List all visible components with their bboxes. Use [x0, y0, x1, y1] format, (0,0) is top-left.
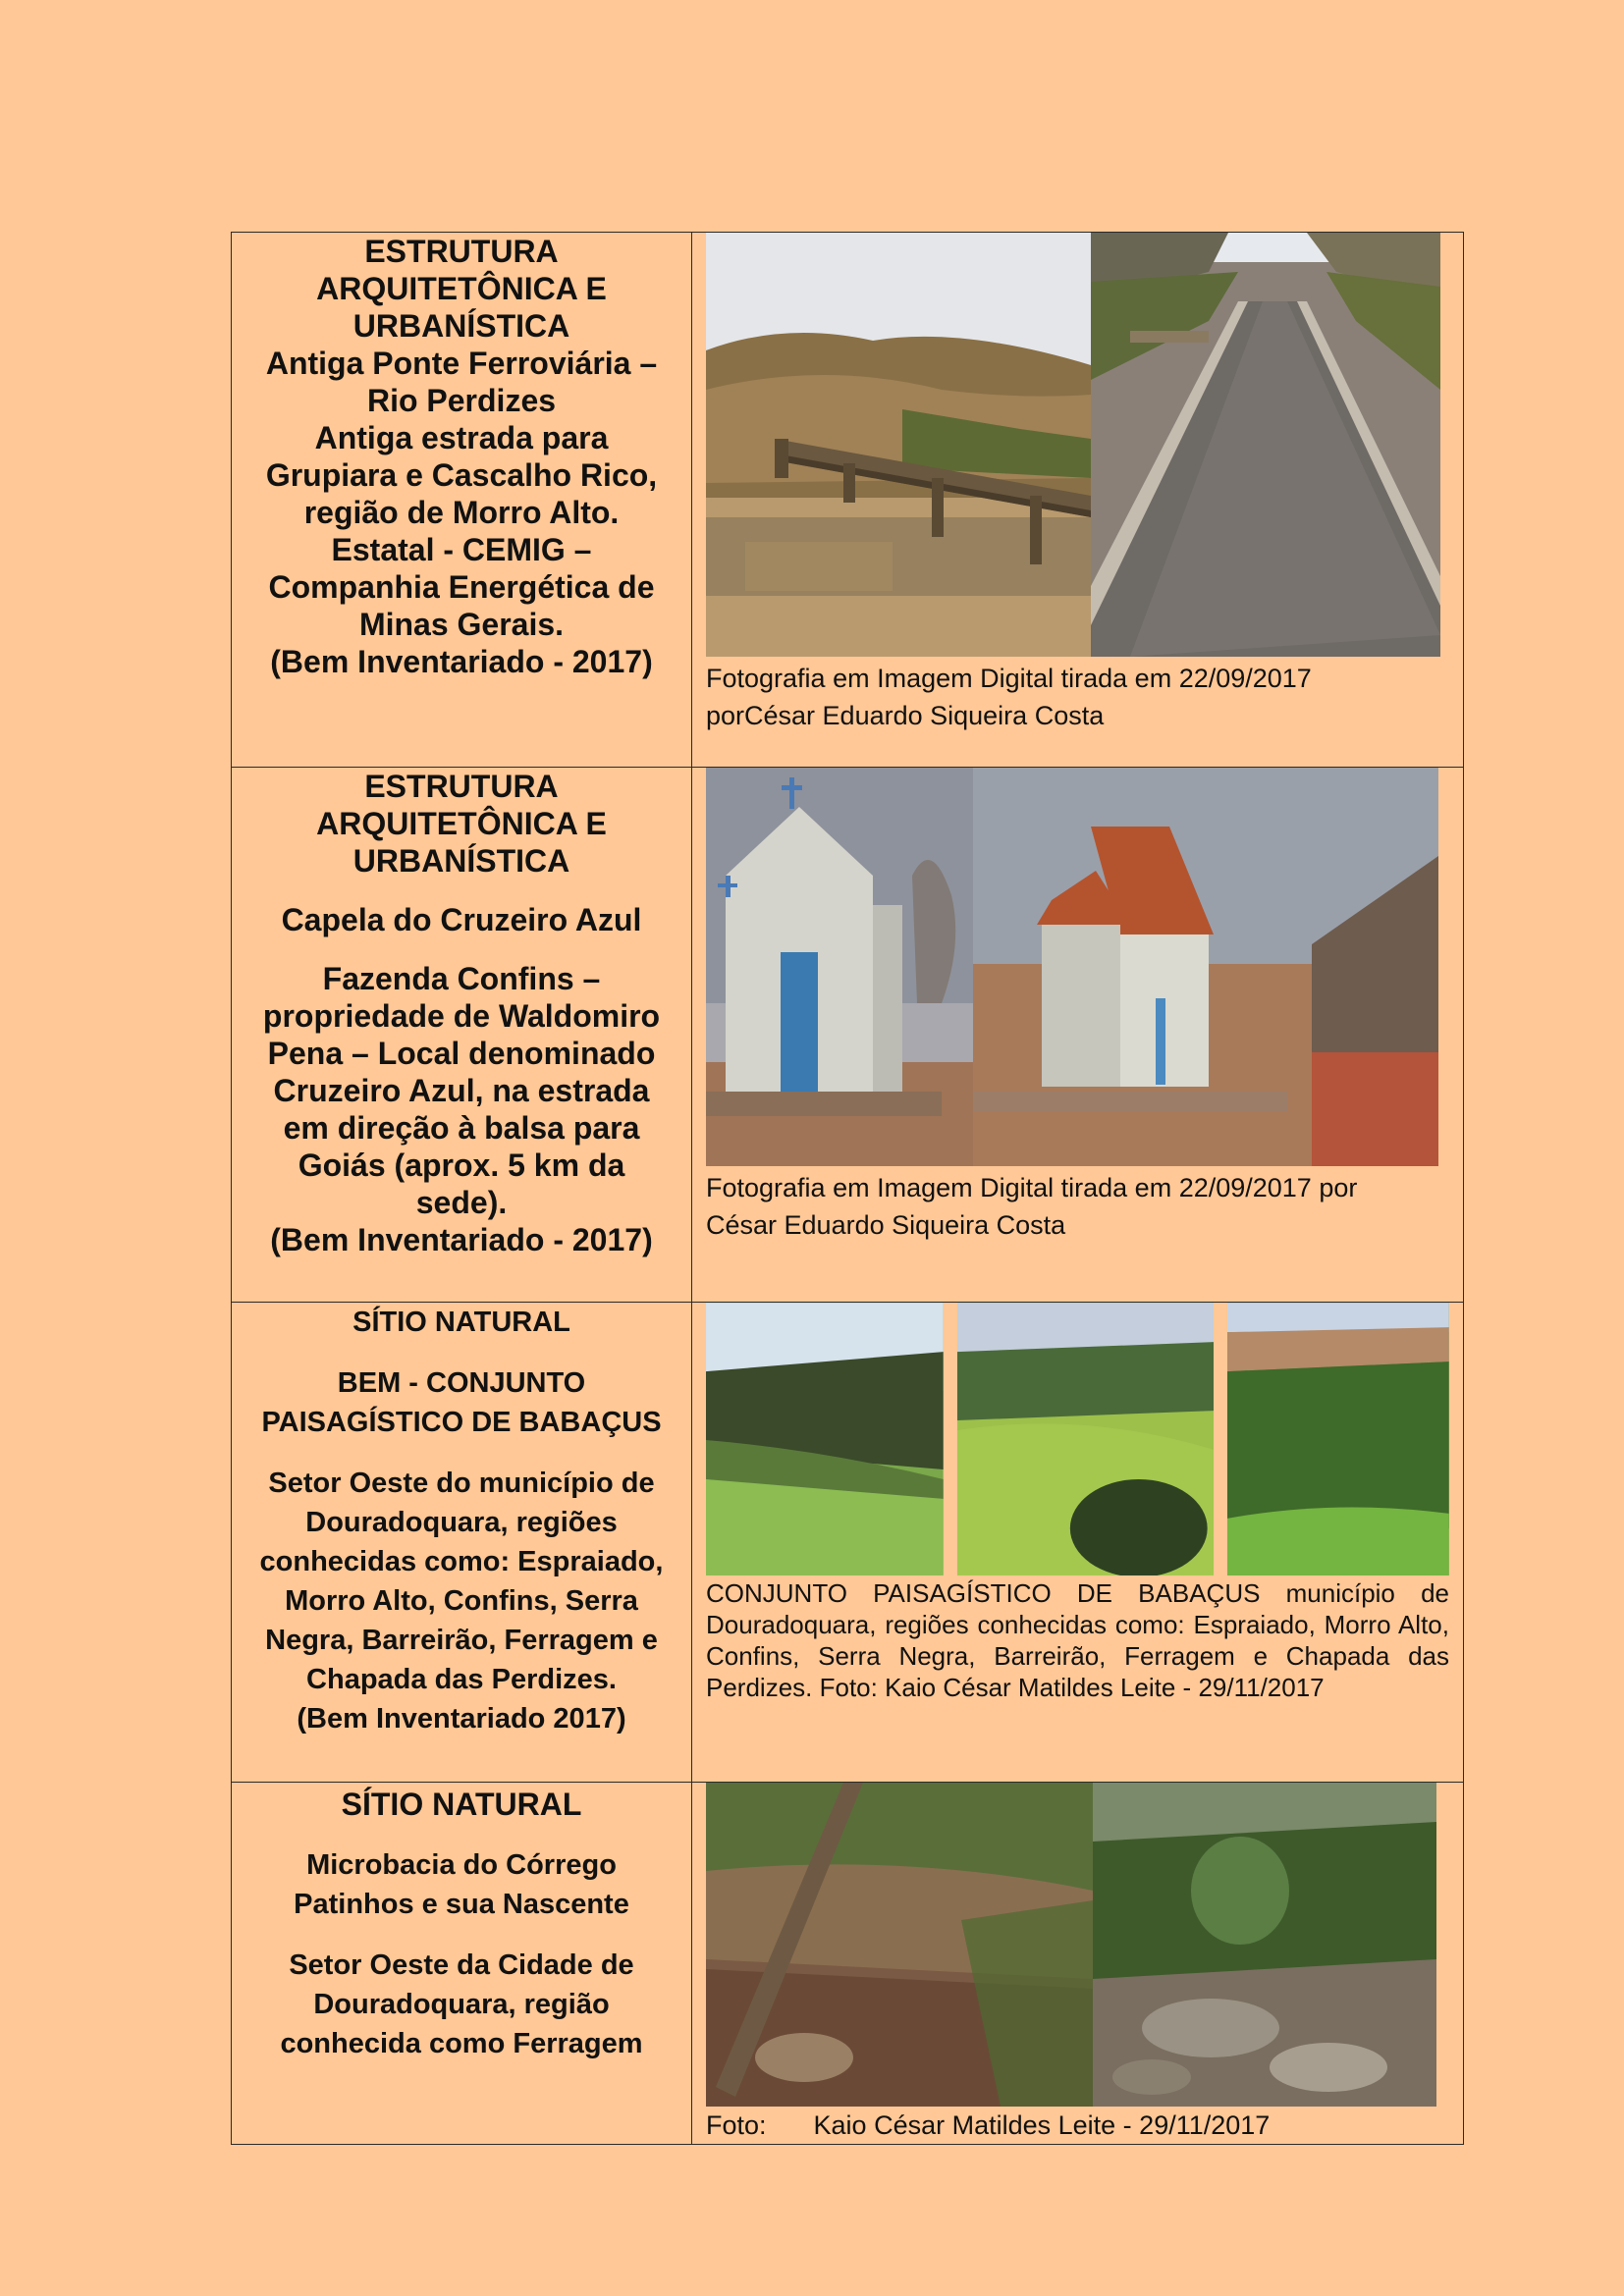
photo-caption-line: Fotografia em Imagem Digital tirada em 22/09/2017: [706, 664, 1312, 693]
heritage-name: Antiga Ponte Ferroviária – Rio Perdizes: [265, 346, 658, 418]
photo-cell: [692, 1783, 1464, 2145]
heritage-category: SÍTIO NATURAL: [341, 1787, 582, 1822]
heritage-category: ESTRUTURA ARQUITETÔNICA E URBANÍSTICA: [316, 769, 607, 879]
heritage-description-cell: [232, 233, 692, 768]
heritage-status: (Bem Inventariado - 2017): [270, 644, 653, 679]
table-row: [232, 1783, 1464, 2145]
heritage-description-cell: [232, 1303, 692, 1783]
photo-caption: CONJUNTO PAISAGÍSTICO DE BABAÇUS município de Douradoquara, regiões conhecidas como: Espraiado, Morro Alto, Confins, Serra Negra, Barreirão, Ferragem e Chapada das Perdizes. Foto: Kaio César Matildes Leite - 29/11/2017: [706, 1578, 1449, 1702]
photo-strip: [706, 768, 1449, 1166]
photo-caption-line: César Eduardo Siqueira Costa: [706, 1210, 1066, 1240]
table-row: [232, 768, 1464, 1303]
heritage-description-cell: [232, 1783, 692, 2145]
table-row: [232, 1303, 1464, 1783]
photo-cell: [692, 1303, 1464, 1783]
photo-caption: [706, 2107, 1449, 2144]
photo-caption-line: porCésar Eduardo Siqueira Costa: [706, 701, 1105, 730]
photo-caption-prefix: Foto:: [706, 2110, 767, 2140]
photo-strip: [706, 1303, 1449, 1575]
heritage-location: Setor Oeste do município de Douradoquara, regiões conhecidas como: Espraiado, Morro Alto, Confins, Serra Negra, Barreirão, Ferragem e Chapada das Perdizes.: [259, 1468, 664, 1695]
babacu-landscape-photo-3: [1227, 1303, 1449, 1575]
chapel-front-photo: [706, 768, 973, 1166]
heritage-location: Antiga estrada para Grupiara e Cascalho Rico, região de Morro Alto.: [265, 420, 658, 530]
old-road-photo: [1091, 233, 1440, 657]
photo-caption-credit: Kaio César Matildes Leite - 29/11/2017: [813, 2110, 1271, 2140]
heritage-name: BEM - CONJUNTO PAISAGÍSTICO DE BABAÇUS: [261, 1367, 662, 1438]
photo-caption-line: Fotografia em Imagem Digital tirada em 22/09/2017 por: [706, 1173, 1358, 1202]
chapel-side-photo: [973, 768, 1438, 1166]
heritage-name: Capela do Cruzeiro Azul: [281, 902, 642, 937]
babacu-landscape-photo-1: [706, 1303, 944, 1575]
table-row: [232, 233, 1464, 768]
stream-photo-2: [1093, 1783, 1436, 2107]
heritage-category: SÍTIO NATURAL: [352, 1307, 570, 1338]
photo-cell: [692, 768, 1464, 1303]
railway-bridge-photo: [706, 233, 1091, 657]
heritage-name: Microbacia do Córrego Patinhos e sua Nascente: [294, 1849, 629, 1920]
heritage-location: Setor Oeste da Cidade de Douradoquara, região conhecida como Ferragem: [280, 1949, 643, 2059]
heritage-category: ESTRUTURA ARQUITETÔNICA E URBANÍSTICA: [316, 234, 607, 344]
heritage-status: (Bem Inventariado - 2017): [270, 1222, 653, 1257]
photo-strip: [706, 233, 1449, 657]
heritage-status: (Bem Inventariado 2017): [297, 1703, 626, 1735]
heritage-inventory-table: [231, 232, 1464, 2145]
babacu-landscape-photo-2: [957, 1303, 1215, 1575]
stream-photo-1: [706, 1783, 1093, 2107]
photo-cell: [692, 233, 1464, 768]
photo-strip: [706, 1783, 1449, 2107]
heritage-owner: Estatal - CEMIG – Companhia Energética de Minas Gerais.: [268, 532, 655, 642]
heritage-description-cell: [232, 768, 692, 1303]
heritage-location: Fazenda Confins – propriedade de Waldomiro Pena – Local denominado Cruzeiro Azul, na estrada em direção à balsa para Goiás (aprox. 5 km da sede).: [262, 961, 661, 1220]
